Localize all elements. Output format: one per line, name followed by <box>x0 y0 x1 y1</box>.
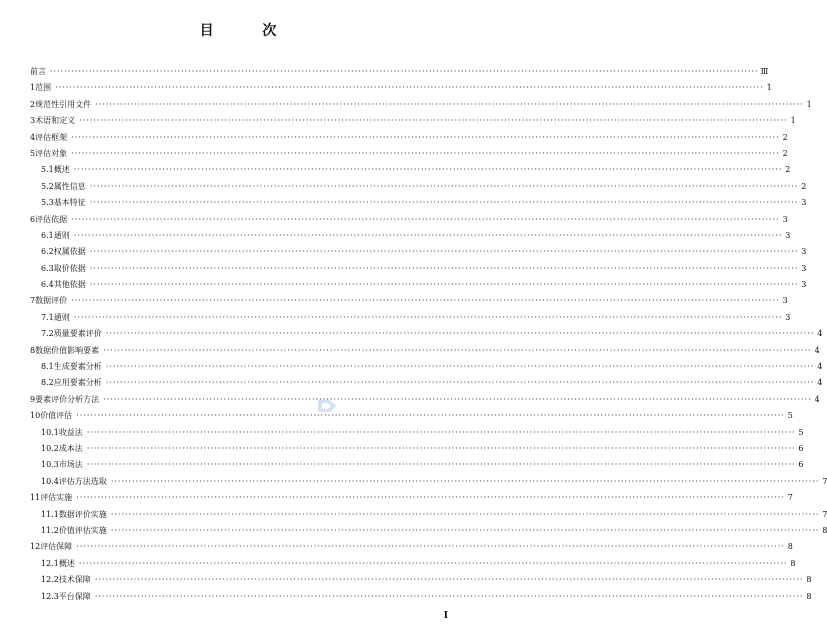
toc-entry-title: 术语和定义 <box>35 116 76 126</box>
toc-entry-title: 取价依据 <box>53 263 86 273</box>
toc-entry[interactable] <box>30 556 796 572</box>
table-of-contents <box>30 64 827 605</box>
toc-entry-title: 价值评估 <box>40 411 73 421</box>
toc-entry-number: 12.2 <box>41 575 59 585</box>
toc-leader-dots: ········································································································································································································ <box>110 525 820 535</box>
toc-entry-title: 权属依据 <box>53 247 86 257</box>
toc-leader-dots: ········································································································································································································ <box>50 67 759 76</box>
toc-entry-number: 4 <box>30 132 36 142</box>
toc-entry[interactable] <box>30 80 772 96</box>
toc-entry-title: 收益法 <box>58 427 83 437</box>
toc-entry[interactable] <box>30 457 804 473</box>
toc-entry-title: 评估方法选取 <box>58 476 107 486</box>
toc-entry-title: 评估保障 <box>40 542 73 552</box>
toc-leader-dots: ········································································································································································································ <box>73 165 783 175</box>
toc-entry-page: 3 <box>782 296 788 306</box>
toc-entry-number: 11.2 <box>41 525 59 535</box>
toc-entry-number: 7.2 <box>41 329 54 339</box>
toc-entry-page: 4 <box>817 329 823 339</box>
toc-entry[interactable] <box>30 375 823 391</box>
toc-entry-number: 7 <box>30 296 36 306</box>
toc-leader-dots: ········································································································································································································ <box>105 378 815 388</box>
toc-entry[interactable] <box>30 490 793 506</box>
toc-entry-number: 6.4 <box>41 280 54 290</box>
toc-entry[interactable] <box>30 195 807 211</box>
toc-entry-page: 4 <box>814 394 820 404</box>
toc-entry[interactable] <box>30 261 807 277</box>
toc-entry-title: 要素评价分析方法 <box>35 394 100 404</box>
toc-entry-title: 数据评价实施 <box>58 509 107 519</box>
toc-entry-page: 8 <box>822 525 827 535</box>
toc-entry-number: 3 <box>30 116 36 126</box>
toc-leader-dots: ········································································································································································································ <box>71 148 780 158</box>
toc-entry-title: 评估对象 <box>35 148 68 158</box>
toc-leader-dots: ········································································································································································································ <box>79 116 788 126</box>
toc-entry-title: 评估框架 <box>35 132 68 142</box>
watermark-logo-icon <box>316 398 338 414</box>
toc-entry-page: 2 <box>785 165 791 175</box>
toc-leader-dots: ········································································································································································································ <box>55 83 764 93</box>
toc-leader-dots: ········································································································································································································ <box>110 509 820 519</box>
toc-entry[interactable] <box>30 589 812 605</box>
toc-entry-title: 数据评价 <box>35 296 68 306</box>
toc-leader-dots: ········································································································································································································ <box>105 362 815 372</box>
toc-entry[interactable] <box>30 146 788 162</box>
toc-entry-title: 范围 <box>35 83 52 93</box>
toc-entry-page: 7 <box>787 493 793 503</box>
toc-entry-number: 6.2 <box>41 247 54 257</box>
toc-leader-dots: ········································································································································································································ <box>76 411 785 421</box>
toc-entry-number: 6.3 <box>41 263 54 273</box>
toc-entry[interactable] <box>30 64 769 80</box>
toc-entry-title: 成本法 <box>58 443 83 453</box>
toc-entry[interactable] <box>30 523 827 539</box>
toc-entry-title: 通则 <box>53 312 70 322</box>
toc-entry[interactable] <box>30 359 823 375</box>
toc-entry-title: 价值评估实施 <box>58 525 107 535</box>
toc-entry-number: 8 <box>30 345 36 355</box>
toc-entry-page: 3 <box>785 312 791 322</box>
toc-entry-number: 12 <box>30 542 41 552</box>
toc-entry-page: 1 <box>790 116 796 126</box>
toc-entry-page: 3 <box>801 263 807 273</box>
toc-entry-page: 6 <box>798 460 804 470</box>
toc-entry[interactable] <box>30 162 791 178</box>
toc-entry-page: 4 <box>817 362 823 372</box>
toc-entry-page: 7 <box>822 509 827 519</box>
toc-entry-title: 应用要素分析 <box>53 378 102 388</box>
toc-entry[interactable] <box>30 507 827 523</box>
toc-leader-dots: ········································································································································································································ <box>110 476 820 486</box>
toc-entry-number: 11 <box>30 493 41 503</box>
toc-entry-title: 概述 <box>53 165 70 175</box>
toc-entry-number: 8.2 <box>41 378 54 388</box>
toc-leader-dots: ········································································································································································································ <box>76 542 785 552</box>
toc-leader-dots: ········································································································································································································ <box>105 329 815 339</box>
toc-entry-title: 市场法 <box>58 460 83 470</box>
toc-entry-title: 数据价值影响要素 <box>35 345 100 355</box>
toc-entry-number: 5.1 <box>41 165 54 175</box>
toc-entry-number: 10.2 <box>41 443 59 453</box>
toc-entry-title: 规范性引用文件 <box>35 99 92 109</box>
toc-entry-number: 1 <box>30 83 36 93</box>
toc-entry[interactable] <box>30 310 791 326</box>
toc-leader-dots: ········································································································································································································ <box>103 345 812 355</box>
toc-entry-number: 10 <box>30 411 41 421</box>
toc-leader-dots: ········································································································································································································ <box>89 280 799 290</box>
toc-leader-dots: ········································································································································································································ <box>86 427 796 437</box>
toc-entry[interactable] <box>30 244 807 260</box>
toc-leader-dots: ········································································································································································································ <box>89 181 799 191</box>
toc-entry-title: 基本特征 <box>53 198 86 208</box>
toc-entry-page: 1 <box>766 83 772 93</box>
toc-entry[interactable] <box>30 572 812 588</box>
toc-leader-dots: ········································································································································································································ <box>76 493 785 503</box>
toc-leader-dots: ········································································································································································································ <box>71 296 780 306</box>
toc-entry-page: 2 <box>782 148 788 158</box>
toc-entry-page: 5 <box>798 427 804 437</box>
toc-entry-title: 质量要素评价 <box>53 329 102 339</box>
toc-entry-title: 评估依据 <box>35 214 68 224</box>
toc-entry-title: 通则 <box>53 230 70 240</box>
toc-entry[interactable] <box>30 293 788 309</box>
toc-leader-dots: ········································································································································································································ <box>71 132 780 142</box>
toc-entry-title: 其他依据 <box>53 280 86 290</box>
toc-entry-page: 3 <box>801 198 807 208</box>
toc-entry-page: 4 <box>817 378 823 388</box>
toc-entry-page: 6 <box>798 443 804 453</box>
toc-entry[interactable] <box>30 539 793 555</box>
toc-entry-number: 6.1 <box>41 230 54 240</box>
toc-entry-page: 2 <box>782 132 788 142</box>
toc-entry-title: 生成要素分析 <box>53 362 102 372</box>
toc-entry-page: 2 <box>801 181 807 191</box>
toc-entry-page: 8 <box>806 591 812 601</box>
toc-leader-dots: ········································································································································································································ <box>89 198 799 208</box>
toc-entry-page: 5 <box>787 411 793 421</box>
toc-entry[interactable] <box>30 392 820 408</box>
toc-entry-number: 12.3 <box>41 591 59 601</box>
toc-entry-title: 属性信息 <box>53 181 86 191</box>
toc-entry-page: 3 <box>785 230 791 240</box>
toc-entry[interactable] <box>30 179 807 195</box>
toc-entry[interactable] <box>30 326 823 342</box>
toc-entry-page: 1 <box>806 99 812 109</box>
toc-entry-number: 7.1 <box>41 312 54 322</box>
toc-entry-title: 评估实施 <box>40 493 73 503</box>
toc-leader-dots: ········································································································································································································ <box>78 558 788 568</box>
toc-entry[interactable] <box>30 425 804 441</box>
toc-entry-page: 3 <box>801 247 807 257</box>
toc-entry[interactable] <box>30 343 820 359</box>
toc-leader-dots: ········································································································································································································ <box>89 263 799 273</box>
toc-leader-dots: ········································································································································································································ <box>94 591 804 601</box>
toc-entry-title: 概述 <box>58 558 75 568</box>
toc-entry-page: 3 <box>801 280 807 290</box>
toc-entry-title: 前言 <box>30 67 46 76</box>
toc-entry-page: 8 <box>806 575 812 585</box>
toc-entry-number: 10.1 <box>41 427 59 437</box>
toc-entry-number: 9 <box>30 394 36 404</box>
toc-entry[interactable] <box>30 474 827 490</box>
toc-entry-title: 平台保障 <box>58 591 91 601</box>
toc-entry-number: 5.3 <box>41 198 54 208</box>
toc-entry-page: 4 <box>814 345 820 355</box>
toc-entry-number: 2 <box>30 99 36 109</box>
toc-leader-dots: ········································································································································································································ <box>86 460 796 470</box>
toc-leader-dots: ········································································································································································································ <box>73 312 783 322</box>
toc-entry-number: 8.1 <box>41 362 54 372</box>
toc-entry[interactable] <box>30 441 804 457</box>
toc-entry-number: 6 <box>30 214 36 224</box>
toc-entry-number: 5.2 <box>41 181 54 191</box>
toc-entry-number: 10.4 <box>41 476 59 486</box>
toc-leader-dots: ········································································································································································································ <box>103 394 812 404</box>
toc-entry-number: 11.1 <box>41 509 59 519</box>
toc-leader-dots: ········································································································································································································ <box>73 230 783 240</box>
toc-entry-page: Ⅲ <box>760 67 769 76</box>
toc-leader-dots: ········································································································································································································ <box>94 575 804 585</box>
toc-entry[interactable] <box>30 97 812 113</box>
toc-leader-dots: ········································································································································································································ <box>86 443 796 453</box>
toc-entry-page: 7 <box>822 476 827 486</box>
toc-leader-dots: ········································································································································································································ <box>71 214 780 224</box>
toc-entry-title: 技术保障 <box>58 575 91 585</box>
toc-entry[interactable] <box>30 408 793 424</box>
page-title: 目 次 <box>199 23 299 39</box>
toc-leader-dots: ········································································································································································································ <box>95 99 804 109</box>
toc-entry-page: 3 <box>782 214 788 224</box>
toc-entry[interactable] <box>30 228 791 244</box>
toc-entry[interactable] <box>30 113 796 129</box>
toc-entry-number: 10.3 <box>41 460 59 470</box>
toc-leader-dots: ········································································································································································································ <box>89 247 799 257</box>
toc-entry-page: 8 <box>790 558 796 568</box>
toc-entry-number: 12.1 <box>41 558 59 568</box>
toc-entry[interactable] <box>30 212 788 228</box>
toc-entry-number: 5 <box>30 148 36 158</box>
toc-entry[interactable] <box>30 130 788 146</box>
toc-entry[interactable] <box>30 277 807 293</box>
toc-entry-page: 8 <box>787 542 793 552</box>
page-number: I <box>443 611 448 621</box>
